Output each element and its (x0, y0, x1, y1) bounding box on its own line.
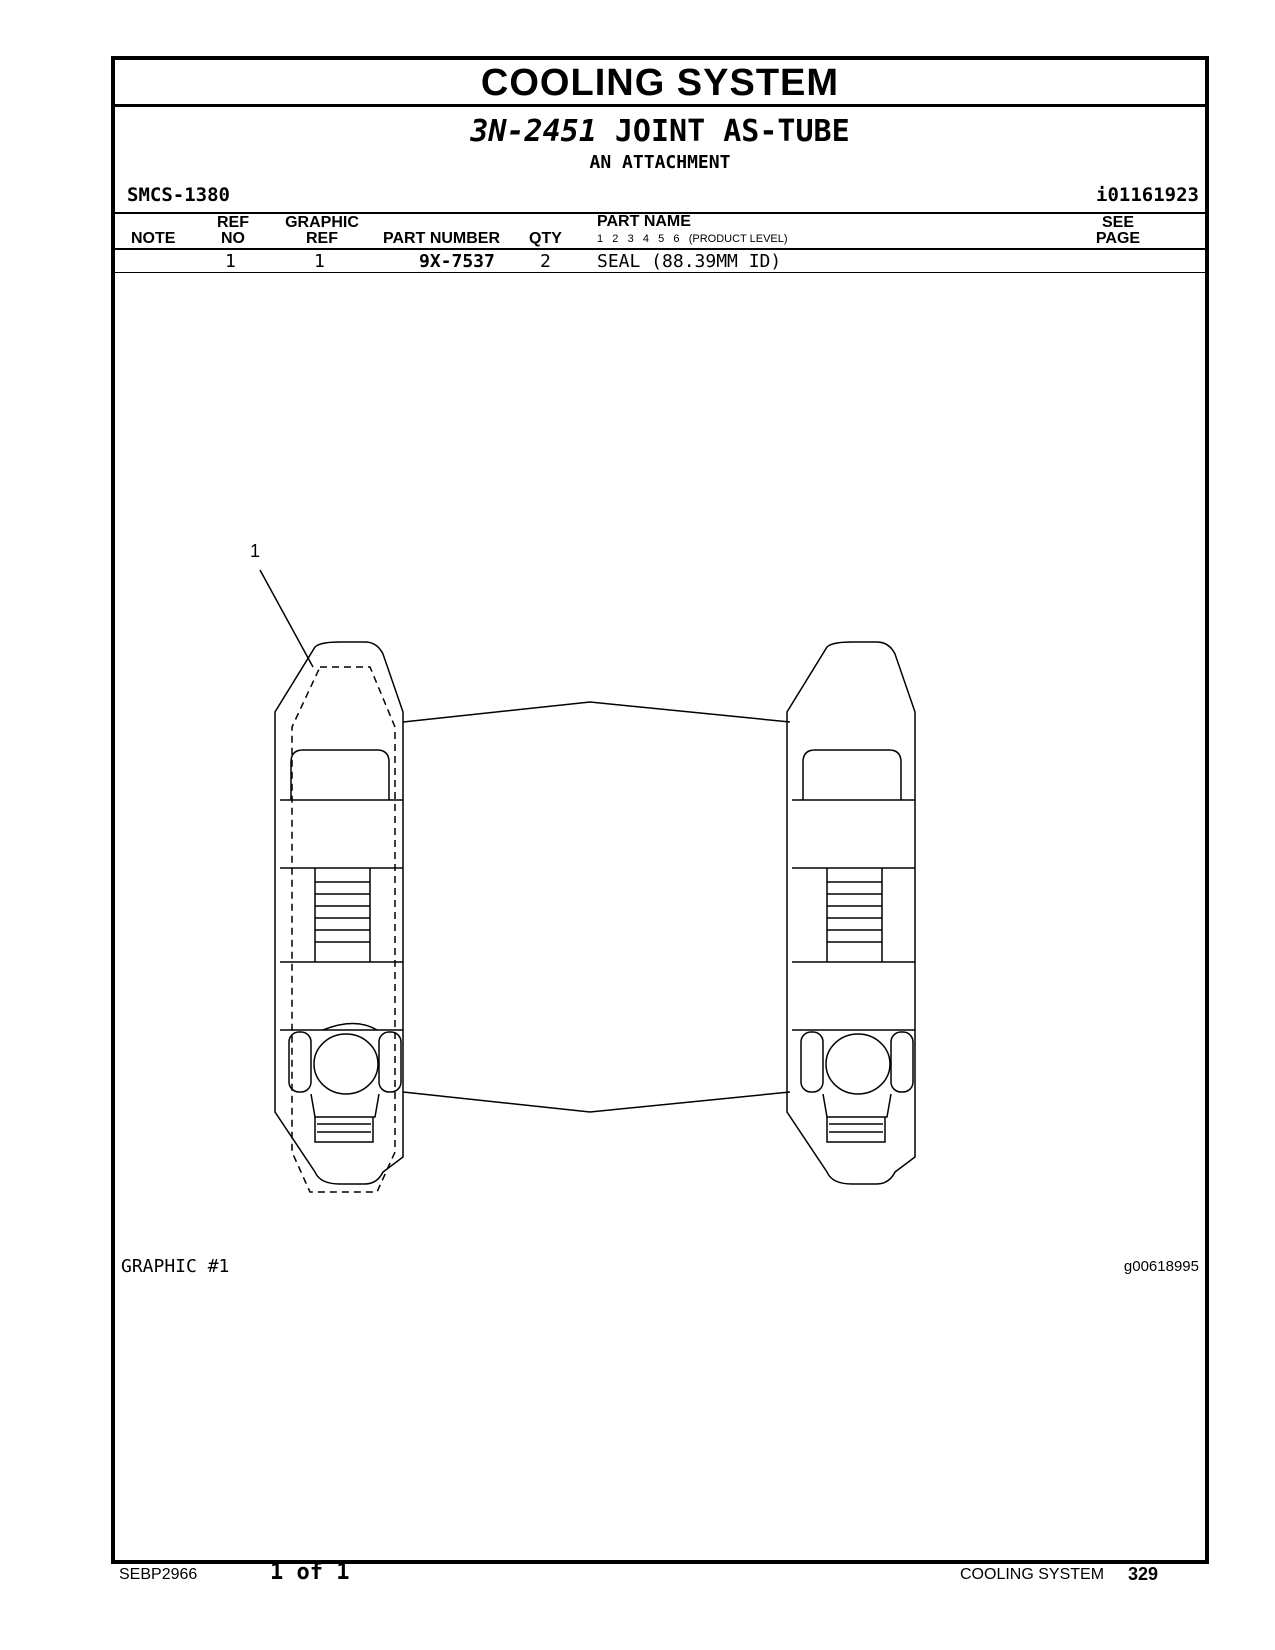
right-clamp (787, 642, 915, 1184)
graphic-id: g00618995 (1123, 1258, 1199, 1275)
header-part-name: PART NAME (597, 213, 691, 230)
page-title: COOLING SYSTEM (115, 60, 1205, 107)
footer-section: COOLING SYSTEM (960, 1566, 1105, 1583)
header-graphic-ref-line2: REF (306, 230, 338, 247)
info-id: i01161923 (1096, 184, 1199, 206)
assembly-subtitle: AN ATTACHMENT (589, 152, 731, 173)
header-graphic-ref (277, 215, 367, 247)
header-see-page (1093, 215, 1143, 247)
header-ref-no-line1: REF (217, 214, 249, 231)
header-part-number: PART NUMBER (383, 230, 501, 247)
header-graphic-ref-line1: GRAPHIC (285, 214, 359, 231)
header-product-levels: 1 2 3 4 5 6 (PRODUCT LEVEL) (597, 233, 788, 245)
assembly-part-number: 3N-2451 (470, 114, 597, 149)
callout-leader (260, 570, 313, 667)
header-note: NOTE (131, 230, 176, 247)
row-ref-no: 1 (225, 251, 236, 272)
header-qty: QTY (529, 230, 562, 247)
header-see-page-line2: PAGE (1095, 230, 1141, 247)
exploded-view-drawing (115, 272, 1205, 1282)
tube-bottom-edge (403, 1092, 790, 1112)
row-part-name: SEAL (88.39MM ID) (597, 251, 782, 272)
callout-number: 1 (250, 541, 261, 561)
row-graphic-ref: 1 (314, 251, 325, 272)
left-clamp (275, 642, 403, 1184)
footer-page-of: 1 of 1 (270, 1560, 350, 1585)
tube-top-edge (403, 702, 790, 722)
page-frame (111, 56, 1209, 1564)
row-qty: 2 (540, 251, 551, 272)
footer-page-number: 329 (1128, 1564, 1159, 1584)
footer-doc-number: SEBP2966 (119, 1566, 198, 1583)
graphic-label: GRAPHIC #1 (121, 1256, 230, 1277)
header-see-page-line1: SEE (1101, 214, 1134, 231)
row-part-number: 9X-7537 (419, 251, 495, 272)
header-ref-no-line2: NO (221, 230, 245, 247)
table-row (115, 250, 1205, 273)
assembly-heading (115, 115, 1205, 149)
assembly-name: JOINT AS-TUBE (614, 114, 850, 149)
smcs-code: SMCS-1380 (127, 184, 230, 206)
table-header (115, 212, 1205, 250)
header-ref-no (211, 215, 255, 247)
